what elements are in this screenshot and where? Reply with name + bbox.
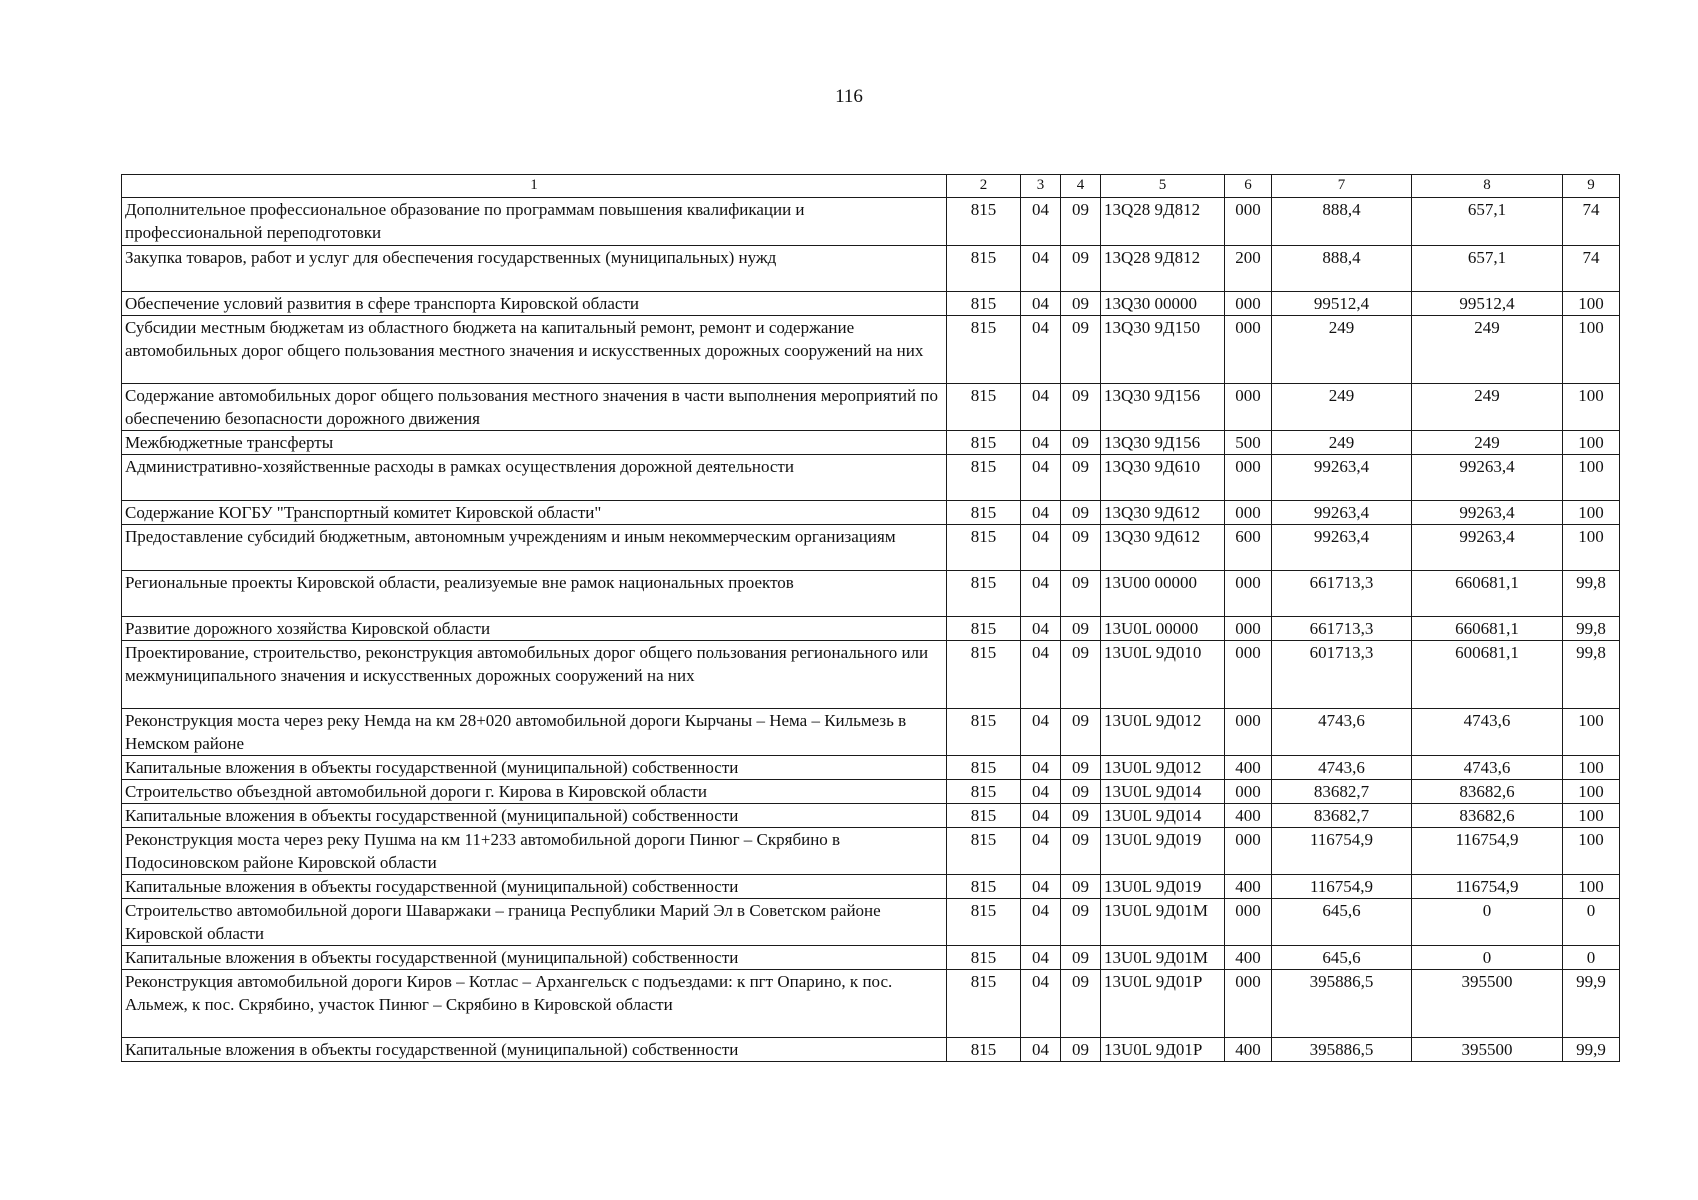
item-name: Содержание КОГБУ "Транспортный комитет Кировской области" (122, 501, 947, 525)
ministry-code: 815 (947, 501, 1021, 525)
executed-amount: 660681,1 (1412, 571, 1563, 617)
target-article-code: 13Q30 9Д156 (1101, 384, 1225, 431)
subsection-code: 09 (1061, 875, 1101, 899)
executed-amount: 99263,4 (1412, 501, 1563, 525)
expense-type-code: 000 (1225, 501, 1272, 525)
subsection-code: 09 (1061, 709, 1101, 756)
table-row (122, 384, 1620, 431)
expense-type-code: 000 (1225, 617, 1272, 641)
subsection-code: 09 (1061, 970, 1101, 1038)
table-row (122, 455, 1620, 501)
table-row (122, 946, 1620, 970)
table-row (122, 617, 1620, 641)
target-article-code: 13U0L 9Д014 (1101, 804, 1225, 828)
expense-type-code: 000 (1225, 641, 1272, 709)
executed-amount: 249 (1412, 431, 1563, 455)
item-name: Закупка товаров, работ и услуг для обеспечения государственных (муниципальных) нужд (122, 246, 947, 292)
executed-amount: 395500 (1412, 970, 1563, 1038)
executed-amount: 657,1 (1412, 246, 1563, 292)
expense-type-code: 000 (1225, 899, 1272, 946)
expense-type-code: 600 (1225, 525, 1272, 571)
ministry-code: 815 (947, 970, 1021, 1038)
execution-percent: 100 (1563, 316, 1620, 384)
table-row (122, 970, 1620, 1038)
expense-type-code: 000 (1225, 970, 1272, 1038)
execution-percent: 100 (1563, 292, 1620, 316)
planned-amount: 645,6 (1272, 946, 1412, 970)
subsection-code: 09 (1061, 316, 1101, 384)
ministry-code: 815 (947, 525, 1021, 571)
subsection-code: 09 (1061, 525, 1101, 571)
executed-amount: 249 (1412, 316, 1563, 384)
target-article-code: 13U0L 9Д014 (1101, 780, 1225, 804)
expense-type-code: 000 (1225, 292, 1272, 316)
execution-percent: 99,8 (1563, 641, 1620, 709)
ministry-code: 815 (947, 1038, 1021, 1062)
ministry-code: 815 (947, 455, 1021, 501)
execution-percent: 100 (1563, 875, 1620, 899)
table-row (122, 525, 1620, 571)
ministry-code: 815 (947, 431, 1021, 455)
execution-percent: 0 (1563, 946, 1620, 970)
subsection-code: 09 (1061, 384, 1101, 431)
subsection-code: 09 (1061, 617, 1101, 641)
target-article-code: 13U0L 9Д012 (1101, 756, 1225, 780)
expense-type-code: 400 (1225, 875, 1272, 899)
table-row (122, 1038, 1620, 1062)
planned-amount: 4743,6 (1272, 756, 1412, 780)
planned-amount: 83682,7 (1272, 804, 1412, 828)
subsection-code: 09 (1061, 198, 1101, 246)
column-header: 3 (1021, 175, 1061, 198)
executed-amount: 99263,4 (1412, 455, 1563, 501)
ministry-code: 815 (947, 198, 1021, 246)
item-name: Капитальные вложения в объекты государственной (муниципальной) собственности (122, 1038, 947, 1062)
execution-percent: 100 (1563, 756, 1620, 780)
execution-percent: 100 (1563, 384, 1620, 431)
ministry-code: 815 (947, 316, 1021, 384)
expense-type-code: 000 (1225, 709, 1272, 756)
expense-type-code: 400 (1225, 756, 1272, 780)
ministry-code: 815 (947, 828, 1021, 875)
target-article-code: 13U0L 00000 (1101, 617, 1225, 641)
target-article-code: 13Q30 00000 (1101, 292, 1225, 316)
executed-amount: 4743,6 (1412, 756, 1563, 780)
column-header: 2 (947, 175, 1021, 198)
item-name: Реконструкция моста через реку Немда на км 28+020 автомобильной дороги Кырчаны – Нема – Кильмезь в Немском районе (122, 709, 947, 756)
subsection-code: 09 (1061, 756, 1101, 780)
expense-type-code: 000 (1225, 316, 1272, 384)
section-code: 04 (1021, 384, 1061, 431)
executed-amount: 99512,4 (1412, 292, 1563, 316)
target-article-code: 13Q30 9Д612 (1101, 525, 1225, 571)
planned-amount: 601713,3 (1272, 641, 1412, 709)
budget-table (121, 174, 1620, 1062)
section-code: 04 (1021, 804, 1061, 828)
item-name: Реконструкция моста через реку Пушма на км 11+233 автомобильной дороги Пинюг – Скрябино в Подосиновском районе Кировской области (122, 828, 947, 875)
section-code: 04 (1021, 198, 1061, 246)
ministry-code: 815 (947, 899, 1021, 946)
section-code: 04 (1021, 316, 1061, 384)
planned-amount: 4743,6 (1272, 709, 1412, 756)
planned-amount: 888,4 (1272, 246, 1412, 292)
table-row (122, 292, 1620, 316)
ministry-code: 815 (947, 780, 1021, 804)
table-row (122, 198, 1620, 246)
page-number: 116 (835, 86, 863, 107)
execution-percent: 100 (1563, 525, 1620, 571)
expense-type-code: 200 (1225, 246, 1272, 292)
planned-amount: 249 (1272, 431, 1412, 455)
execution-percent: 100 (1563, 455, 1620, 501)
item-name: Строительство объездной автомобильной дороги г. Кирова в Кировской области (122, 780, 947, 804)
expense-type-code: 500 (1225, 431, 1272, 455)
expense-type-code: 000 (1225, 198, 1272, 246)
executed-amount: 116754,9 (1412, 875, 1563, 899)
executed-amount: 395500 (1412, 1038, 1563, 1062)
planned-amount: 99263,4 (1272, 455, 1412, 501)
execution-percent: 100 (1563, 431, 1620, 455)
column-header: 1 (122, 175, 947, 198)
expense-type-code: 000 (1225, 780, 1272, 804)
item-name: Проектирование, строительство, реконструкция автомобильных дорог общего пользования регионального или межмуниципального значения и искусственных дорожных сооружений на них (122, 641, 947, 709)
table-row (122, 709, 1620, 756)
section-code: 04 (1021, 970, 1061, 1038)
section-code: 04 (1021, 571, 1061, 617)
target-article-code: 13U0L 9Д01Р (1101, 1038, 1225, 1062)
target-article-code: 13Q28 9Д812 (1101, 246, 1225, 292)
expense-type-code: 400 (1225, 804, 1272, 828)
execution-percent: 0 (1563, 899, 1620, 946)
table-row (122, 828, 1620, 875)
target-article-code: 13Q30 9Д610 (1101, 455, 1225, 501)
subsection-code: 09 (1061, 899, 1101, 946)
table-row (122, 571, 1620, 617)
section-code: 04 (1021, 246, 1061, 292)
planned-amount: 83682,7 (1272, 780, 1412, 804)
target-article-code: 13Q30 9Д612 (1101, 501, 1225, 525)
executed-amount: 660681,1 (1412, 617, 1563, 641)
target-article-code: 13U00 00000 (1101, 571, 1225, 617)
execution-percent: 100 (1563, 709, 1620, 756)
executed-amount: 83682,6 (1412, 780, 1563, 804)
ministry-code: 815 (947, 292, 1021, 316)
executed-amount: 657,1 (1412, 198, 1563, 246)
expense-type-code: 400 (1225, 946, 1272, 970)
item-name: Административно-хозяйственные расходы в рамках осуществления дорожной деятельности (122, 455, 947, 501)
executed-amount: 116754,9 (1412, 828, 1563, 875)
section-code: 04 (1021, 946, 1061, 970)
section-code: 04 (1021, 899, 1061, 946)
planned-amount: 395886,5 (1272, 970, 1412, 1038)
target-article-code: 13Q30 9Д150 (1101, 316, 1225, 384)
planned-amount: 645,6 (1272, 899, 1412, 946)
ministry-code: 815 (947, 246, 1021, 292)
item-name: Содержание автомобильных дорог общего пользования местного значения в части выполнения мероприятий по обеспечению безопасности дорожного движения (122, 384, 947, 431)
subsection-code: 09 (1061, 828, 1101, 875)
ministry-code: 815 (947, 875, 1021, 899)
expense-type-code: 000 (1225, 828, 1272, 875)
column-header: 7 (1272, 175, 1412, 198)
table-row (122, 501, 1620, 525)
subsection-code: 09 (1061, 780, 1101, 804)
section-code: 04 (1021, 501, 1061, 525)
item-name: Субсидии местным бюджетам из областного бюджета на капитальный ремонт, ремонт и содержание автомобильных дорог общего пользования местного значения и искусственных дорожных сооружений на них (122, 316, 947, 384)
planned-amount: 99263,4 (1272, 501, 1412, 525)
item-name: Реконструкция автомобильной дороги Киров – Котлас – Архангельск с подъездами: к пгт Опарино, к пос. Альмеж, к пос. Скрябино, участок Пинюг – Скрябино в Кировской области (122, 970, 947, 1038)
execution-percent: 99,8 (1563, 617, 1620, 641)
planned-amount: 249 (1272, 384, 1412, 431)
planned-amount: 888,4 (1272, 198, 1412, 246)
item-name: Развитие дорожного хозяйства Кировской области (122, 617, 947, 641)
ministry-code: 815 (947, 946, 1021, 970)
table-row (122, 431, 1620, 455)
target-article-code: 13U0L 9Д012 (1101, 709, 1225, 756)
ministry-code: 815 (947, 571, 1021, 617)
table-row (122, 875, 1620, 899)
execution-percent: 100 (1563, 804, 1620, 828)
section-code: 04 (1021, 828, 1061, 875)
ministry-code: 815 (947, 709, 1021, 756)
section-code: 04 (1021, 756, 1061, 780)
executed-amount: 0 (1412, 899, 1563, 946)
column-header: 4 (1061, 175, 1101, 198)
ministry-code: 815 (947, 384, 1021, 431)
subsection-code: 09 (1061, 246, 1101, 292)
item-name: Капитальные вложения в объекты государственной (муниципальной) собственности (122, 804, 947, 828)
column-header: 5 (1101, 175, 1225, 198)
expense-type-code: 000 (1225, 571, 1272, 617)
planned-amount: 395886,5 (1272, 1038, 1412, 1062)
ministry-code: 815 (947, 617, 1021, 641)
executed-amount: 99263,4 (1412, 525, 1563, 571)
planned-amount: 661713,3 (1272, 571, 1412, 617)
table-row (122, 316, 1620, 384)
column-header: 8 (1412, 175, 1563, 198)
section-code: 04 (1021, 617, 1061, 641)
column-header: 6 (1225, 175, 1272, 198)
execution-percent: 74 (1563, 246, 1620, 292)
executed-amount: 0 (1412, 946, 1563, 970)
target-article-code: 13U0L 9Д01Р (1101, 970, 1225, 1038)
item-name: Капитальные вложения в объекты государственной (муниципальной) собственности (122, 875, 947, 899)
table-row (122, 780, 1620, 804)
executed-amount: 83682,6 (1412, 804, 1563, 828)
column-number-row (122, 175, 1620, 198)
expense-type-code: 400 (1225, 1038, 1272, 1062)
target-article-code: 13U0L 9Д010 (1101, 641, 1225, 709)
section-code: 04 (1021, 641, 1061, 709)
section-code: 04 (1021, 525, 1061, 571)
section-code: 04 (1021, 431, 1061, 455)
target-article-code: 13U0L 9Д01М (1101, 946, 1225, 970)
target-article-code: 13Q28 9Д812 (1101, 198, 1225, 246)
section-code: 04 (1021, 709, 1061, 756)
expense-type-code: 000 (1225, 455, 1272, 501)
subsection-code: 09 (1061, 946, 1101, 970)
item-name: Обеспечение условий развития в сфере транспорта Кировской области (122, 292, 947, 316)
section-code: 04 (1021, 780, 1061, 804)
item-name: Предоставление субсидий бюджетным, автономным учреждениям и иным некоммерческим организациям (122, 525, 947, 571)
item-name: Региональные проекты Кировской области, реализуемые вне рамок национальных проектов (122, 571, 947, 617)
planned-amount: 116754,9 (1272, 875, 1412, 899)
executed-amount: 600681,1 (1412, 641, 1563, 709)
target-article-code: 13U0L 9Д019 (1101, 875, 1225, 899)
item-name: Межбюджетные трансферты (122, 431, 947, 455)
subsection-code: 09 (1061, 1038, 1101, 1062)
subsection-code: 09 (1061, 501, 1101, 525)
item-name: Капитальные вложения в объекты государственной (муниципальной) собственности (122, 756, 947, 780)
planned-amount: 116754,9 (1272, 828, 1412, 875)
section-code: 04 (1021, 455, 1061, 501)
execution-percent: 100 (1563, 828, 1620, 875)
execution-percent: 99,9 (1563, 970, 1620, 1038)
subsection-code: 09 (1061, 641, 1101, 709)
section-code: 04 (1021, 292, 1061, 316)
ministry-code: 815 (947, 804, 1021, 828)
planned-amount: 249 (1272, 316, 1412, 384)
table-row (122, 756, 1620, 780)
execution-percent: 74 (1563, 198, 1620, 246)
subsection-code: 09 (1061, 571, 1101, 617)
execution-percent: 100 (1563, 780, 1620, 804)
table-row (122, 899, 1620, 946)
executed-amount: 4743,6 (1412, 709, 1563, 756)
execution-percent: 99,8 (1563, 571, 1620, 617)
table-row (122, 641, 1620, 709)
section-code: 04 (1021, 875, 1061, 899)
table-row (122, 246, 1620, 292)
item-name: Строительство автомобильной дороги Шаваржаки – граница Республики Марий Эл в Советском районе Кировской области (122, 899, 947, 946)
expense-type-code: 000 (1225, 384, 1272, 431)
subsection-code: 09 (1061, 804, 1101, 828)
target-article-code: 13Q30 9Д156 (1101, 431, 1225, 455)
subsection-code: 09 (1061, 292, 1101, 316)
execution-percent: 100 (1563, 501, 1620, 525)
item-name: Дополнительное профессиональное образование по программам повышения квалификации и профессиональной переподготовки (122, 198, 947, 246)
planned-amount: 99512,4 (1272, 292, 1412, 316)
target-article-code: 13U0L 9Д01М (1101, 899, 1225, 946)
subsection-code: 09 (1061, 431, 1101, 455)
planned-amount: 661713,3 (1272, 617, 1412, 641)
ministry-code: 815 (947, 641, 1021, 709)
execution-percent: 99,9 (1563, 1038, 1620, 1062)
executed-amount: 249 (1412, 384, 1563, 431)
column-header: 9 (1563, 175, 1620, 198)
table-row (122, 804, 1620, 828)
section-code: 04 (1021, 1038, 1061, 1062)
subsection-code: 09 (1061, 455, 1101, 501)
target-article-code: 13U0L 9Д019 (1101, 828, 1225, 875)
item-name: Капитальные вложения в объекты государственной (муниципальной) собственности (122, 946, 947, 970)
ministry-code: 815 (947, 756, 1021, 780)
planned-amount: 99263,4 (1272, 525, 1412, 571)
